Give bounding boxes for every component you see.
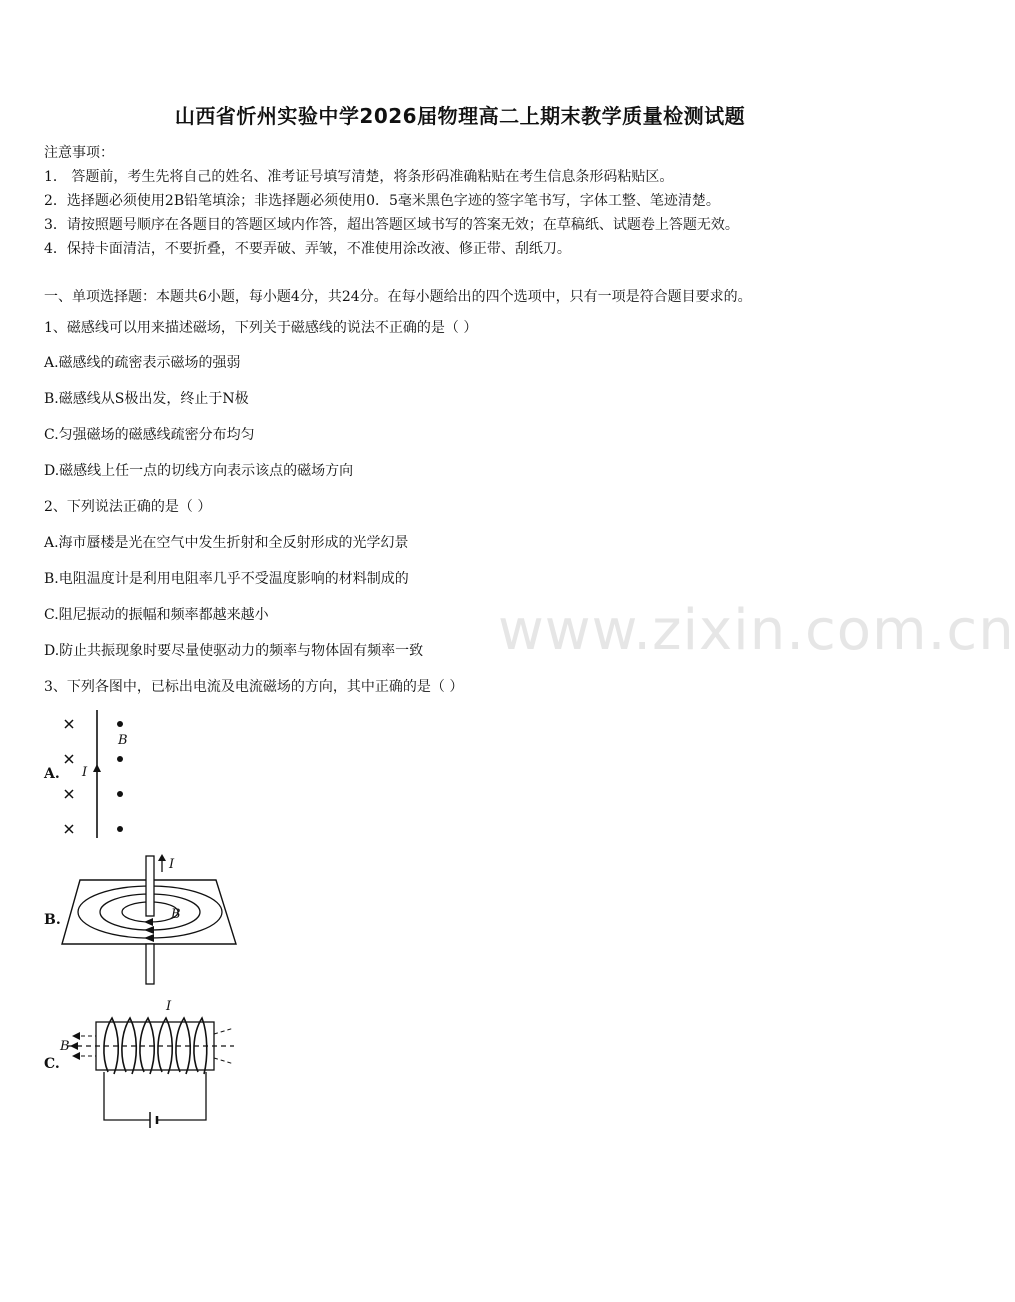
field-label: B: [171, 907, 181, 922]
notice-heading: 注意事项：: [44, 145, 114, 161]
current-label: I: [169, 857, 175, 872]
option-a: A.磁感线的疏密表示磁场的强弱: [44, 355, 241, 371]
notice-item: 4．保持卡面清洁，不要折叠，不要弄破、弄皱，不准使用涂改液、修正带、刮纸刀。: [44, 241, 571, 257]
option-b: B.电阻温度计是利用电阻率几乎不受温度影响的材料制成的: [44, 571, 409, 587]
cross-marks: [65, 720, 73, 833]
figure-label-a: A.: [44, 766, 60, 782]
figure-label-c: C.: [44, 1056, 60, 1072]
watermark: www.zixin.com.cn: [498, 598, 1015, 663]
question-stem: 3、下列各图中，已标出电流及电流磁场的方向，其中正确的是（ ）: [44, 679, 464, 695]
option-c: C.阻尼振动的振幅和频率都越来越小: [44, 607, 269, 623]
field-label: B: [118, 733, 128, 748]
option-c: C.匀强磁场的磁感线疏密分布均匀: [44, 427, 255, 443]
option-d: D.防止共振现象时要尽量使驱动力的频率与物体固有频率一致: [44, 643, 424, 659]
question-stem: 2、下列说法正确的是（ ）: [44, 499, 212, 515]
section-heading: 一、单项选择题：本题共6小题，每小题4分，共24分。在每小题给出的四个选项中，只有一项是符合题目要求的。: [44, 289, 752, 305]
option-d: D.磁感线上任一点的切线方向表示该点的磁场方向: [44, 463, 354, 479]
current-label: I: [82, 765, 88, 780]
option-a: A.海市蜃楼是光在空气中发生折射和全反射形成的光学幻景: [44, 535, 409, 551]
notice-item: 2．选择题必须使用2B铅笔填涂；非选择题必须使用0．5毫米黑色字迹的签字笔书写，字体工整、笔迹清楚。: [44, 193, 720, 209]
figure-a-wire-field: [58, 706, 148, 846]
current-label: I: [166, 999, 172, 1014]
figure-c-solenoid: [58, 998, 248, 1133]
notice-item: 1． 答题前，考生先将自己的姓名、准考证号填写清楚，将条形码准确粘贴在考生信息条形码粘贴区。: [44, 169, 674, 185]
question-stem: 1、磁感线可以用来描述磁场，下列关于磁感线的说法不正确的是（ ）: [44, 320, 478, 336]
field-label: B: [60, 1039, 70, 1054]
figure-label-b: B.: [44, 912, 61, 928]
notice-item: 3．请按照题号顺序在各题目的答题区域内作答，超出答题区域书写的答案无效；在草稿纸、试题卷上答题无效。: [44, 217, 739, 233]
option-b: B.磁感线从S极出发，终止于N极: [44, 391, 249, 407]
figure-b-straight-wire-rings: [58, 852, 248, 987]
page-title: 山西省忻州实验中学2026届物理高二上期末教学质量检测试题: [174, 104, 746, 128]
